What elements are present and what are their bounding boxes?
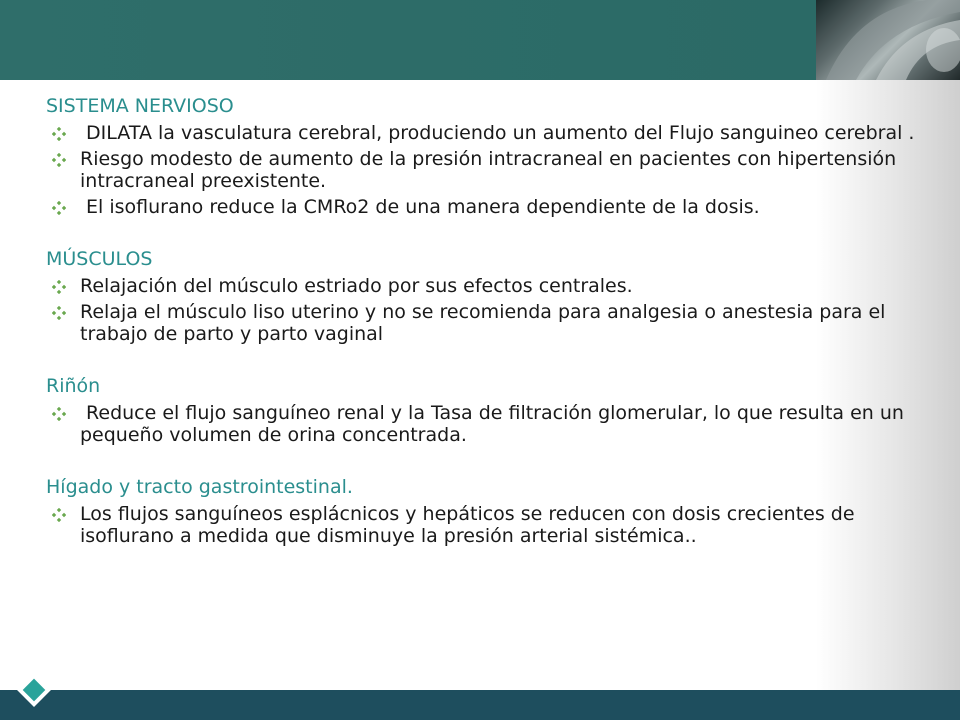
section-spacer bbox=[46, 222, 926, 246]
bullet-list bbox=[46, 402, 926, 446]
bullet-item bbox=[46, 275, 926, 297]
section-heading: SISTEMA NERVIOSO bbox=[46, 95, 234, 117]
bullet-item bbox=[46, 196, 926, 218]
bullet-text: Relaja el músculo liso uterino y no se recomienda para analgesia o anestesia para el trabajo de parto y parto vaginal bbox=[80, 301, 892, 345]
bullet-text: Riesgo modesto de aumento de la presión intracraneal en pacientes con hipertensión intracraneal preexistente. bbox=[80, 148, 903, 192]
four-diamond-bullet-icon bbox=[52, 306, 66, 320]
bullet-item bbox=[46, 402, 926, 446]
four-diamond-bullet-icon bbox=[52, 508, 66, 522]
section-heading: MÚSCULOS bbox=[46, 248, 153, 270]
bullet-text: El isoflurano reduce la CMRo2 de una manera dependiente de la dosis. bbox=[80, 196, 760, 218]
bullet-item bbox=[46, 301, 926, 345]
bullet-text: Los flujos sanguíneos esplácnicos y hepáticos se reducen con dosis crecientes de isoflurano a medida que disminuye la presión arterial sistémica.. bbox=[80, 503, 861, 547]
header-bar bbox=[0, 0, 816, 80]
corner-decoration-image bbox=[816, 0, 960, 80]
section-heading: Riñón bbox=[46, 375, 101, 397]
section-heading: Hígado y tracto gastrointestinal. bbox=[46, 476, 353, 498]
section-spacer bbox=[46, 450, 926, 474]
bullet-list bbox=[46, 503, 926, 547]
bullet-text: DILATA la vasculatura cerebral, produciendo un aumento del Flujo sanguineo cerebral . bbox=[80, 122, 915, 144]
four-diamond-bullet-icon bbox=[52, 407, 66, 421]
bullet-text: Reduce el flujo sanguíneo renal y la Tasa de filtración glomerular, lo que resulta en un pequeño volumen de orina concentrada. bbox=[80, 402, 911, 446]
four-diamond-bullet-icon bbox=[52, 201, 66, 215]
section-spacer bbox=[46, 349, 926, 373]
four-diamond-bullet-icon bbox=[52, 280, 66, 294]
four-diamond-bullet-icon bbox=[52, 127, 66, 141]
four-diamond-bullet-icon bbox=[52, 153, 66, 167]
bullet-item bbox=[46, 122, 926, 144]
bullet-list bbox=[46, 122, 926, 218]
bullet-text: Relajación del músculo estriado por sus efectos centrales. bbox=[80, 275, 633, 297]
bullet-item bbox=[46, 148, 926, 192]
diamond-logo-icon bbox=[14, 670, 54, 710]
footer-bar bbox=[0, 690, 960, 720]
slide-content bbox=[46, 93, 926, 551]
bullet-item bbox=[46, 503, 926, 547]
bullet-list bbox=[46, 275, 926, 345]
